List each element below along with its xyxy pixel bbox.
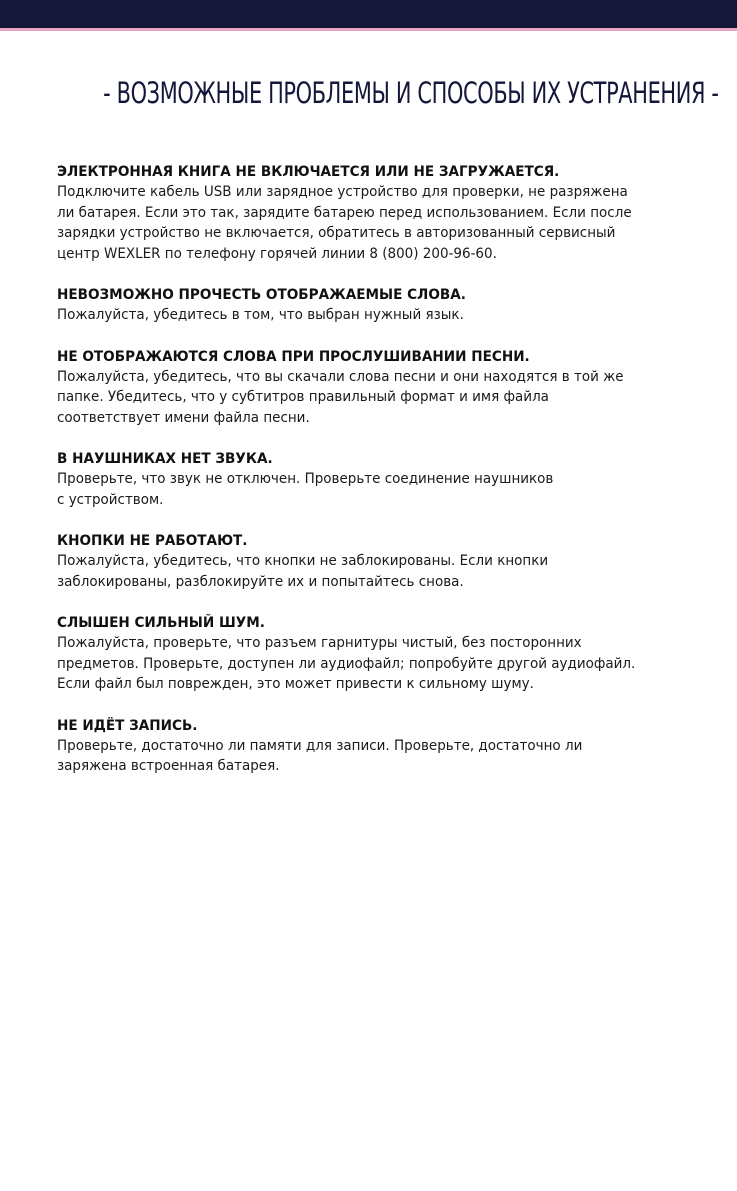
section-title: НЕВОЗМОЖНО ПРОЧЕСТЬ ОТОБРАЖАЕМЫЕ СЛОВА. bbox=[57, 287, 466, 303]
section-body: Проверьте, что звук не отключен. Проверьте соединение наушников с устройством. bbox=[57, 471, 554, 508]
troubleshooting-list bbox=[57, 162, 677, 798]
header-bar bbox=[0, 0, 737, 28]
section-loud-noise bbox=[57, 613, 677, 695]
section-body: Пожалуйста, убедитесь, что вы скачали слова песни и они находятся в той же папке. Убедитесь, что у субтитров правильный формат и имя файла соответствует имени файла песни. bbox=[57, 368, 624, 426]
section-title: НЕ ИДЁТ ЗАПИСЬ. bbox=[57, 717, 198, 734]
section-title: СЛЫШЕН СИЛЬНЫЙ ШУМ. bbox=[57, 615, 265, 631]
section-buttons-not-working bbox=[57, 531, 677, 592]
section-title: В НАУШНИКАХ НЕТ ЗВУКА. bbox=[57, 451, 273, 467]
section-title: КНОПКИ НЕ РАБОТАЮТ. bbox=[57, 533, 248, 549]
section-body: Пожалуйста, убедитесь в том, что выбран нужный язык. bbox=[57, 307, 464, 323]
page-title: - ВОЗМОЖНЫЕ ПРОБЛЕМЫ И СПОСОБЫ ИХ УСТРАНЕНИЯ - bbox=[103, 76, 719, 110]
section-lyrics-not-shown bbox=[57, 347, 677, 429]
section-body: Пожалуйста, убедитесь, что кнопки не заблокированы. Если кнопки заблокированы, разблокируйте их и попытайтесь снова. bbox=[57, 553, 549, 590]
section-no-recording bbox=[57, 716, 677, 777]
section-no-sound-headphones bbox=[57, 449, 677, 510]
section-ebook-power bbox=[57, 162, 677, 264]
section-title: НЕ ОТОБРАЖАЮТСЯ СЛОВА ПРИ ПРОСЛУШИВАНИИ ПЕСНИ. bbox=[57, 348, 530, 365]
section-title: ЭЛЕКТРОННАЯ КНИГА НЕ ВКЛЮЧАЕТСЯ ИЛИ НЕ ЗАГРУЖАЕТСЯ. bbox=[57, 164, 560, 180]
section-body: Проверьте, достаточно ли памяти для записи. Проверьте, достаточно ли заряжена встроенная батарея. bbox=[57, 737, 583, 774]
section-body: Подключите кабель USB или зарядное устройство для проверки, не разряжена ли батарея. Если это так, зарядите батарею перед использованием. Если после зарядки устройство не включается, обратитесь в авторизованный сервисный центр WEXLER по телефону горячей линии 8 (800) 200-96-60. bbox=[57, 184, 632, 262]
section-body: Пожалуйста, проверьте, что разъем гарнитуры чистый, без посторонних предметов. Проверьте, доступен ли аудиофайл; попробуйте другой аудиофайл. Если файл был поврежден, это может привести к сильному шуму. bbox=[57, 635, 636, 692]
header-accent-stripe bbox=[0, 28, 737, 31]
section-unreadable-words bbox=[57, 285, 677, 326]
